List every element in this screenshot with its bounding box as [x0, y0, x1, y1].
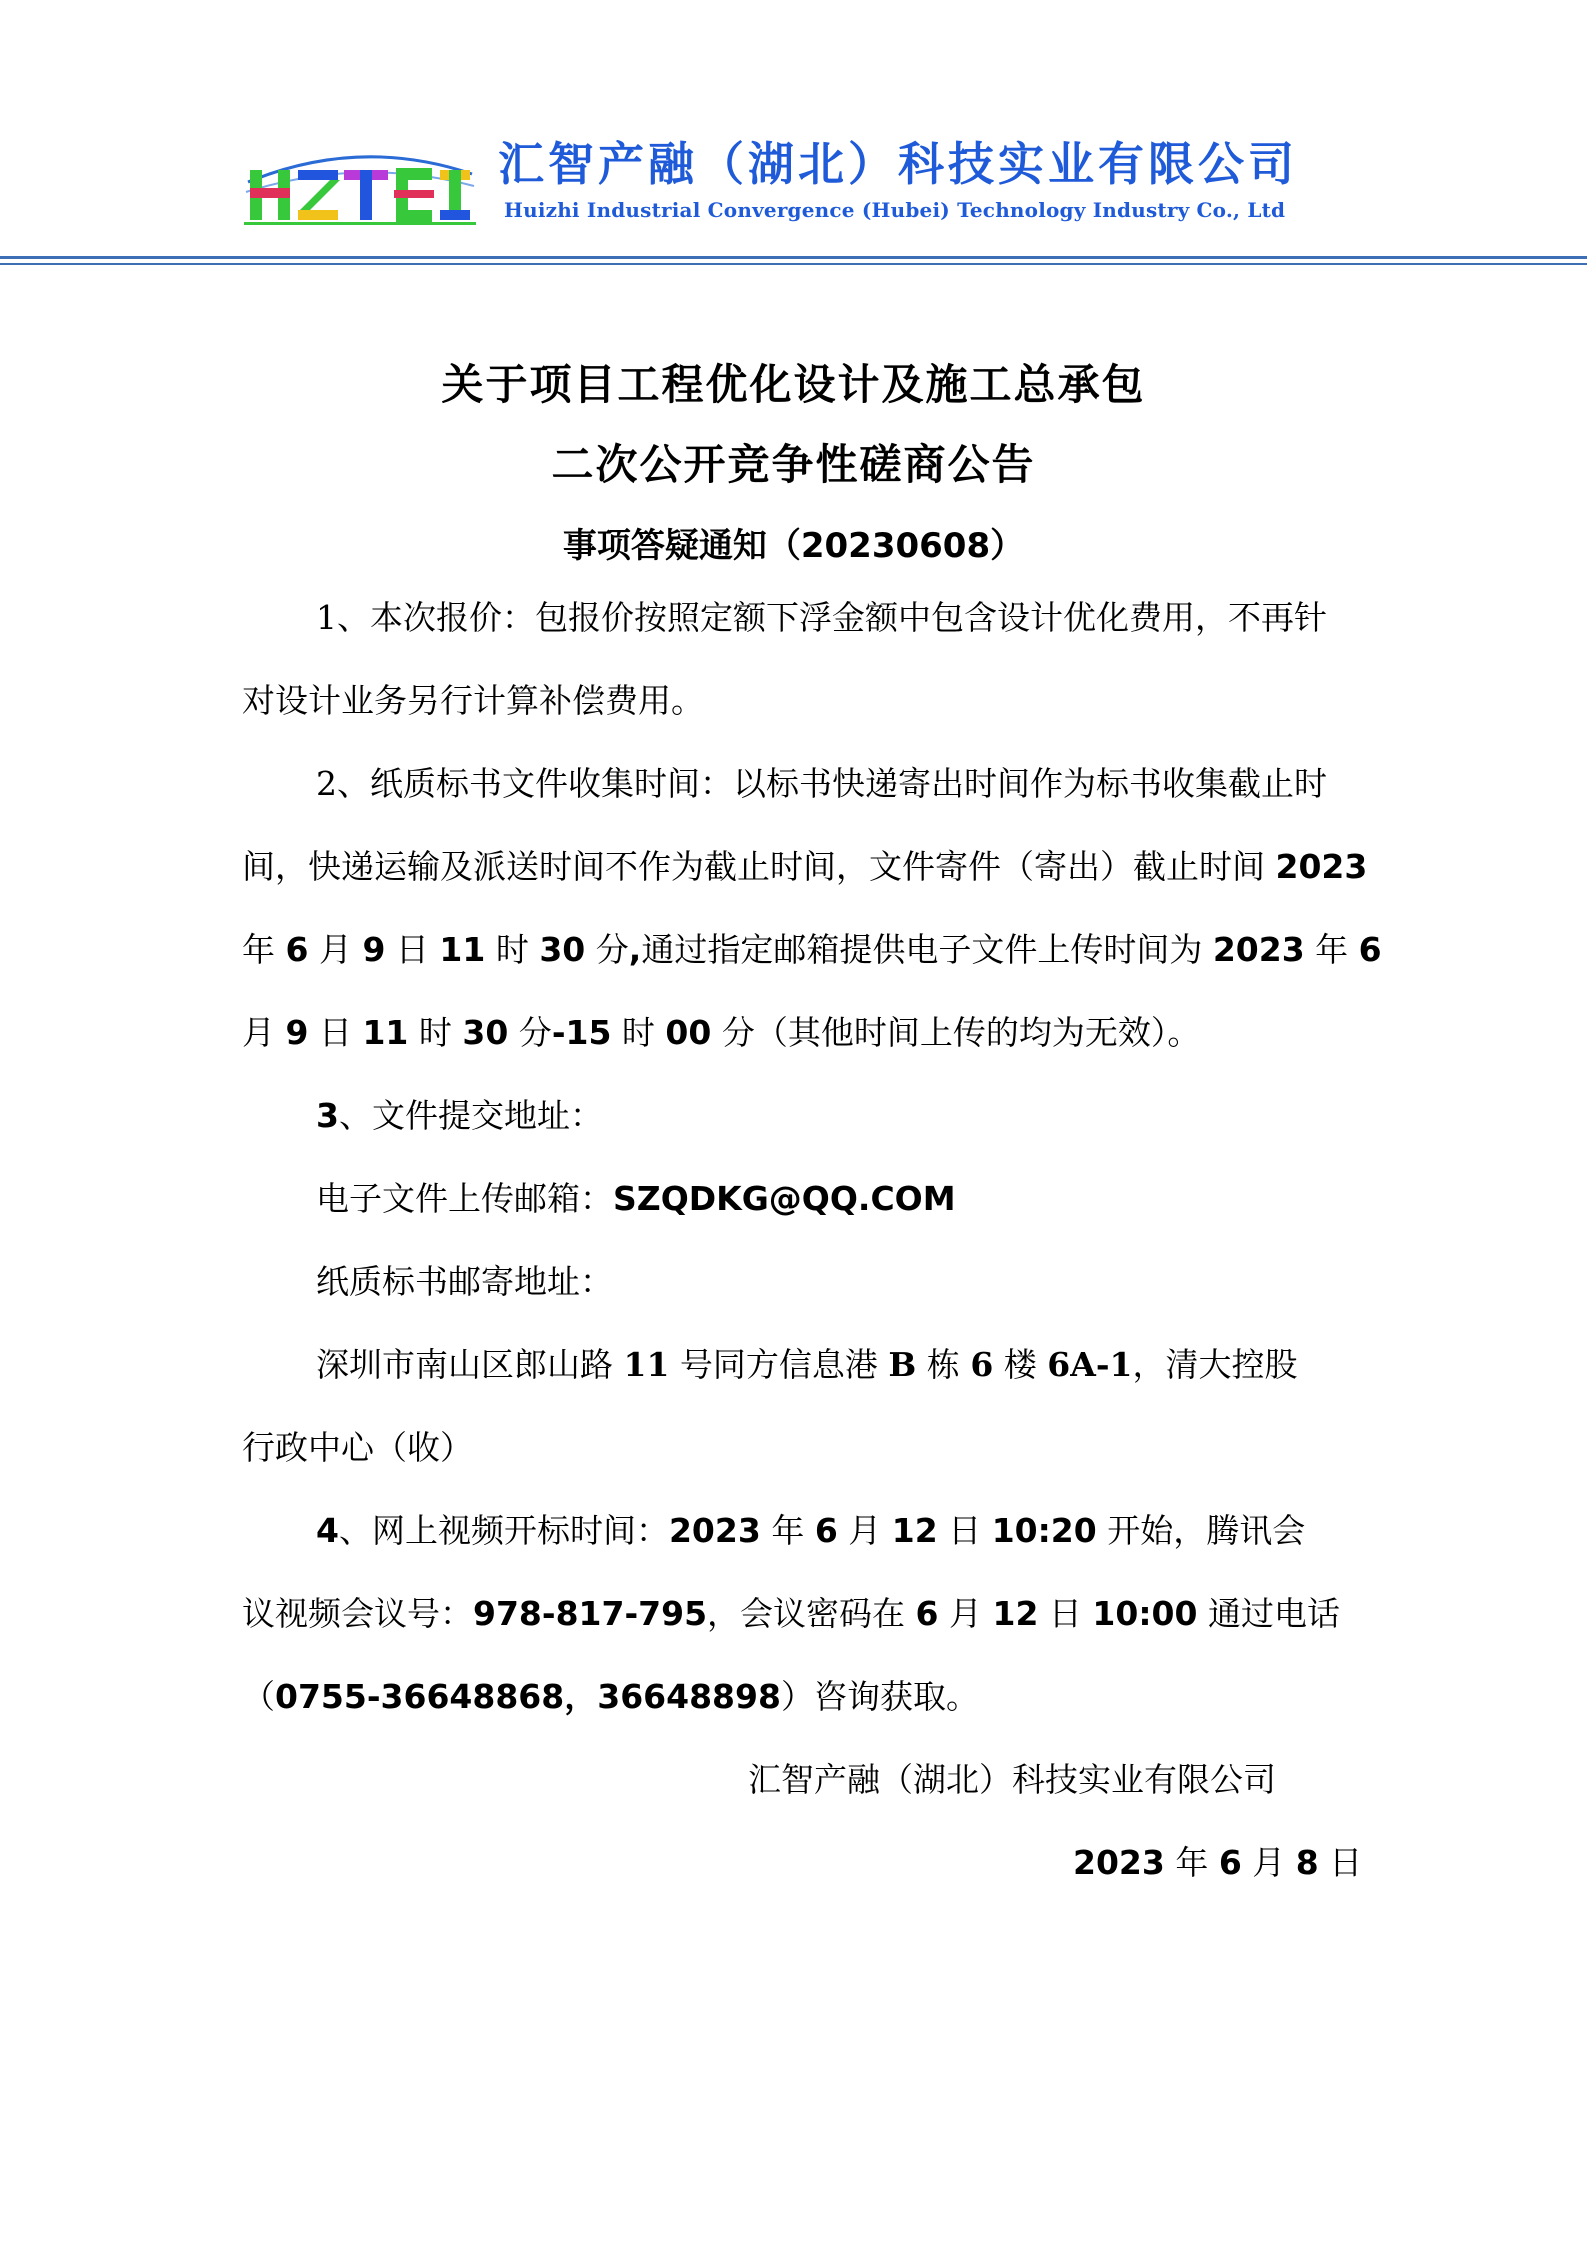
- item2-line3: 年 6 月 9 日 11 时 30 分,通过指定邮箱提供电子文件上传时间为 2023 年 6: [242, 930, 1382, 969]
- item3-heading: 3、文件提交地址：: [316, 1096, 603, 1135]
- mail-address-label: 纸质标书邮寄地址：: [316, 1262, 613, 1301]
- item2-line2: 间，快递运输及派送时间不作为截止时间，文件寄件（寄出）截止时间 2023: [242, 847, 1368, 886]
- mail-address-line2: 行政中心（收）: [242, 1428, 473, 1467]
- notice-title-line2: 二次公开竞争性磋商公告: [551, 440, 1036, 489]
- signature-company: 汇智产融（湖北）科技实业有限公司: [748, 1760, 1276, 1799]
- signature-date: 2023 年 6 月 8 日: [1073, 1843, 1363, 1882]
- notice-subtitle: 事项答疑通知（20230608）: [562, 526, 1025, 566]
- item4-line1: 4、网上视频开标时间：2023 年 6 月 12 日 10:20 开始，腾讯会: [316, 1511, 1306, 1550]
- item4-line3: （0755-36648868，36648898）咨询获取。: [242, 1677, 979, 1716]
- item4-line2: 议视频会议号：978-817-795，会议密码在 6 月 12 日 10:00 通过电话: [242, 1594, 1340, 1633]
- upload-email: SZQDKG@QQ.COM: [613, 1179, 956, 1218]
- mail-address-line1: 深圳市南山区郎山路 11 号同方信息港 B 栋 6 楼 6A-1，清大控股: [316, 1345, 1298, 1384]
- item2-line1: 2、纸质标书文件收集时间：以标书快递寄出时间作为标书收集截止时: [316, 764, 1327, 803]
- header-rule-top: [0, 256, 1587, 259]
- company-name-cn: 汇智产融（湖北）科技实业有限公司: [498, 137, 1298, 191]
- meeting-id: 978-817-795: [473, 1594, 708, 1633]
- item1-line1: 1、本次报价：包报价按照定额下浮金额中包含设计优化费用，不再针: [316, 598, 1327, 637]
- item1-line2: 对设计业务另行计算补偿费用。: [242, 681, 704, 720]
- company-name-en: Huizhi Industrial Convergence (Hubei) Technology Industry Co., Ltd: [504, 198, 1286, 222]
- item2-line4: 月 9 日 11 时 30 分-15 时 00 分（其他时间上传的均为无效）。: [242, 1013, 1201, 1052]
- upload-email-line: 电子文件上传邮箱：SZQDKG@QQ.COM: [316, 1179, 956, 1218]
- notice-title-line1: 关于项目工程优化设计及施工总承包: [441, 360, 1146, 409]
- company-logo: [244, 142, 476, 226]
- hztci-logo-icon: [244, 142, 476, 226]
- header-rule-bottom: [0, 263, 1587, 265]
- contact-phone: 0755-36648868，36648898: [275, 1677, 781, 1716]
